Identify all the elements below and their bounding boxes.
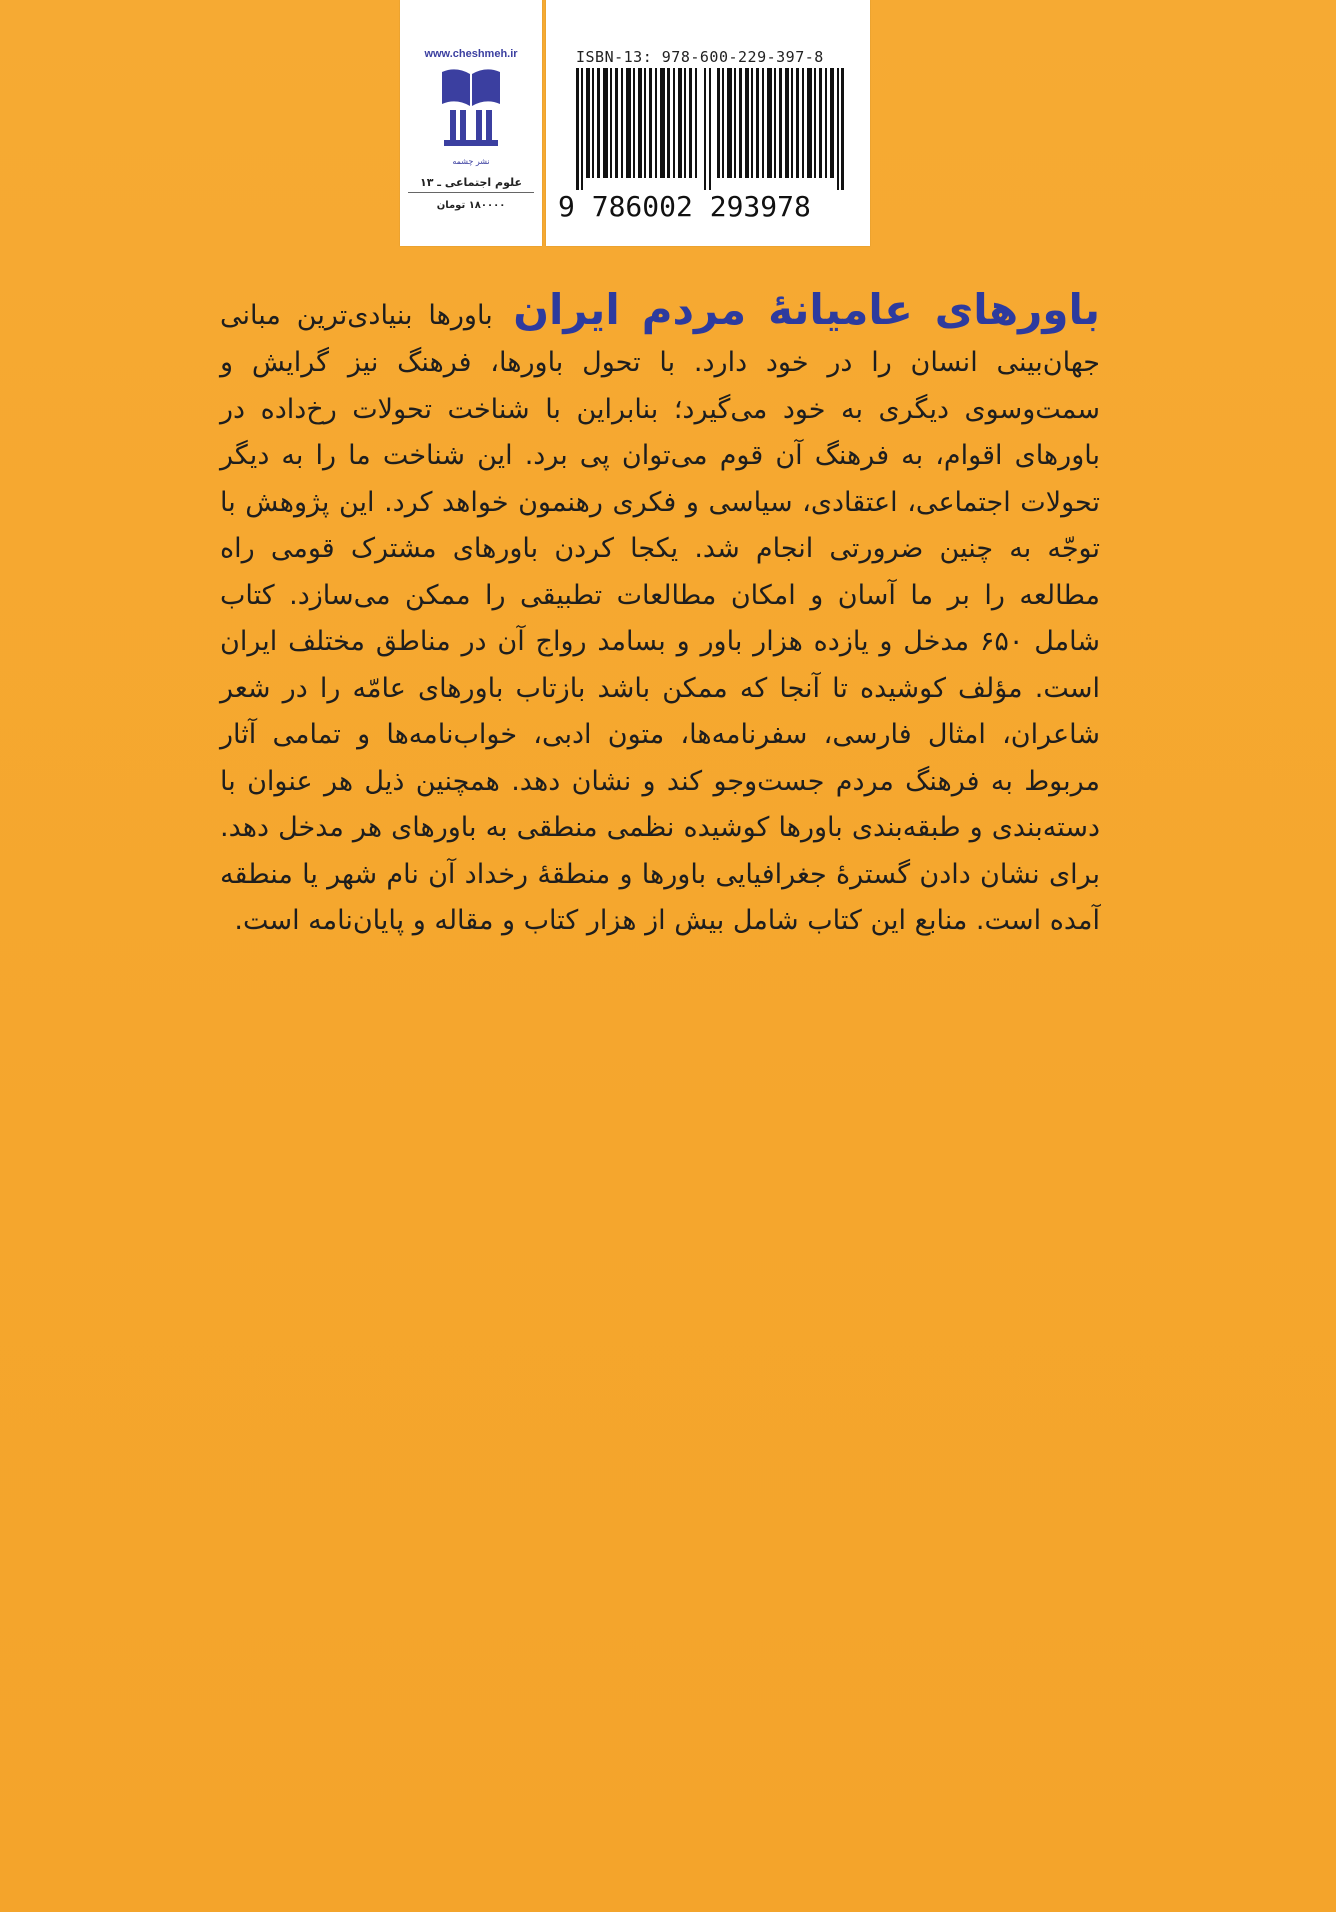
publisher-website: www.cheshmeh.ir xyxy=(424,48,518,60)
isbn-label: ISBN-13: 978-600-229-397-8 xyxy=(576,48,824,66)
book-description-block xyxy=(220,280,1100,945)
publisher-logo-icon xyxy=(436,66,506,170)
barcode-digits: 9 786002 293978 xyxy=(558,190,811,223)
series-label: علوم اجتماعی ـ ۱۳ xyxy=(408,176,534,193)
book-title: باورهای عامیانهٔ مردم ایران xyxy=(513,285,1100,334)
publisher-box xyxy=(400,0,542,246)
book-description: باورها بنیادی‌ترین مبانی جهان‌بینی انسان را در خود دارد. با تحول باورها، فرهنگ نیز گرایش و سمت‌وسوی دیگری به خود می‌گیرد؛ بنابراین با شناخت تحولات رخ‌داده در باورهای اقوام، به فرهنگ آن قوم می‌توان پی برد. این شناخت ما را به دیگر تحولات اجتماعی، اعتقادی، سیاسی و فکری رهنمون خواهد کرد. این پژوهش با توجّه به چنین ضرورتی انجام شد. یکجا کردن باورهای مشترک قومی راه مطالعه را بر ما آسان و امکان مطالعات تطبیقی را ممکن می‌سازد. کتاب شامل ۶۵۰ مدخل و یازده هزار باور و بسامد رواج آن در مناطق مختلف ایران است. مؤلف کوشیده تا آنجا که ممکن باشد بازتاب باورهای عامّه را در شعر شاعران، امثال فارسی، سفرنامه‌ها، متون ادبی، خواب‌نامه‌ها و تمامی آثار مربوط به فرهنگ مردم جست‌وجو کند و نشان دهد. همچنین ذیل هر عنوان با دسته‌بندی و طبقه‌بندی باورها کوشیده نظمی منطقی به باورهای هر مدخل دهد. برای نشان دادن گسترهٔ جغرافیایی باورها و منطقهٔ رخداد آن نام شهر یا منطقه آمده است. منابع این کتاب شامل بیش از هزار کتاب و مقاله و پایان‌نامه است. xyxy=(220,300,1100,936)
barcode-box xyxy=(546,0,870,246)
barcode-icon xyxy=(576,68,844,190)
price-label: ۱۸۰۰۰۰ تومان xyxy=(436,200,506,211)
publisher-logo-caption: نشر چشمه xyxy=(452,157,490,166)
